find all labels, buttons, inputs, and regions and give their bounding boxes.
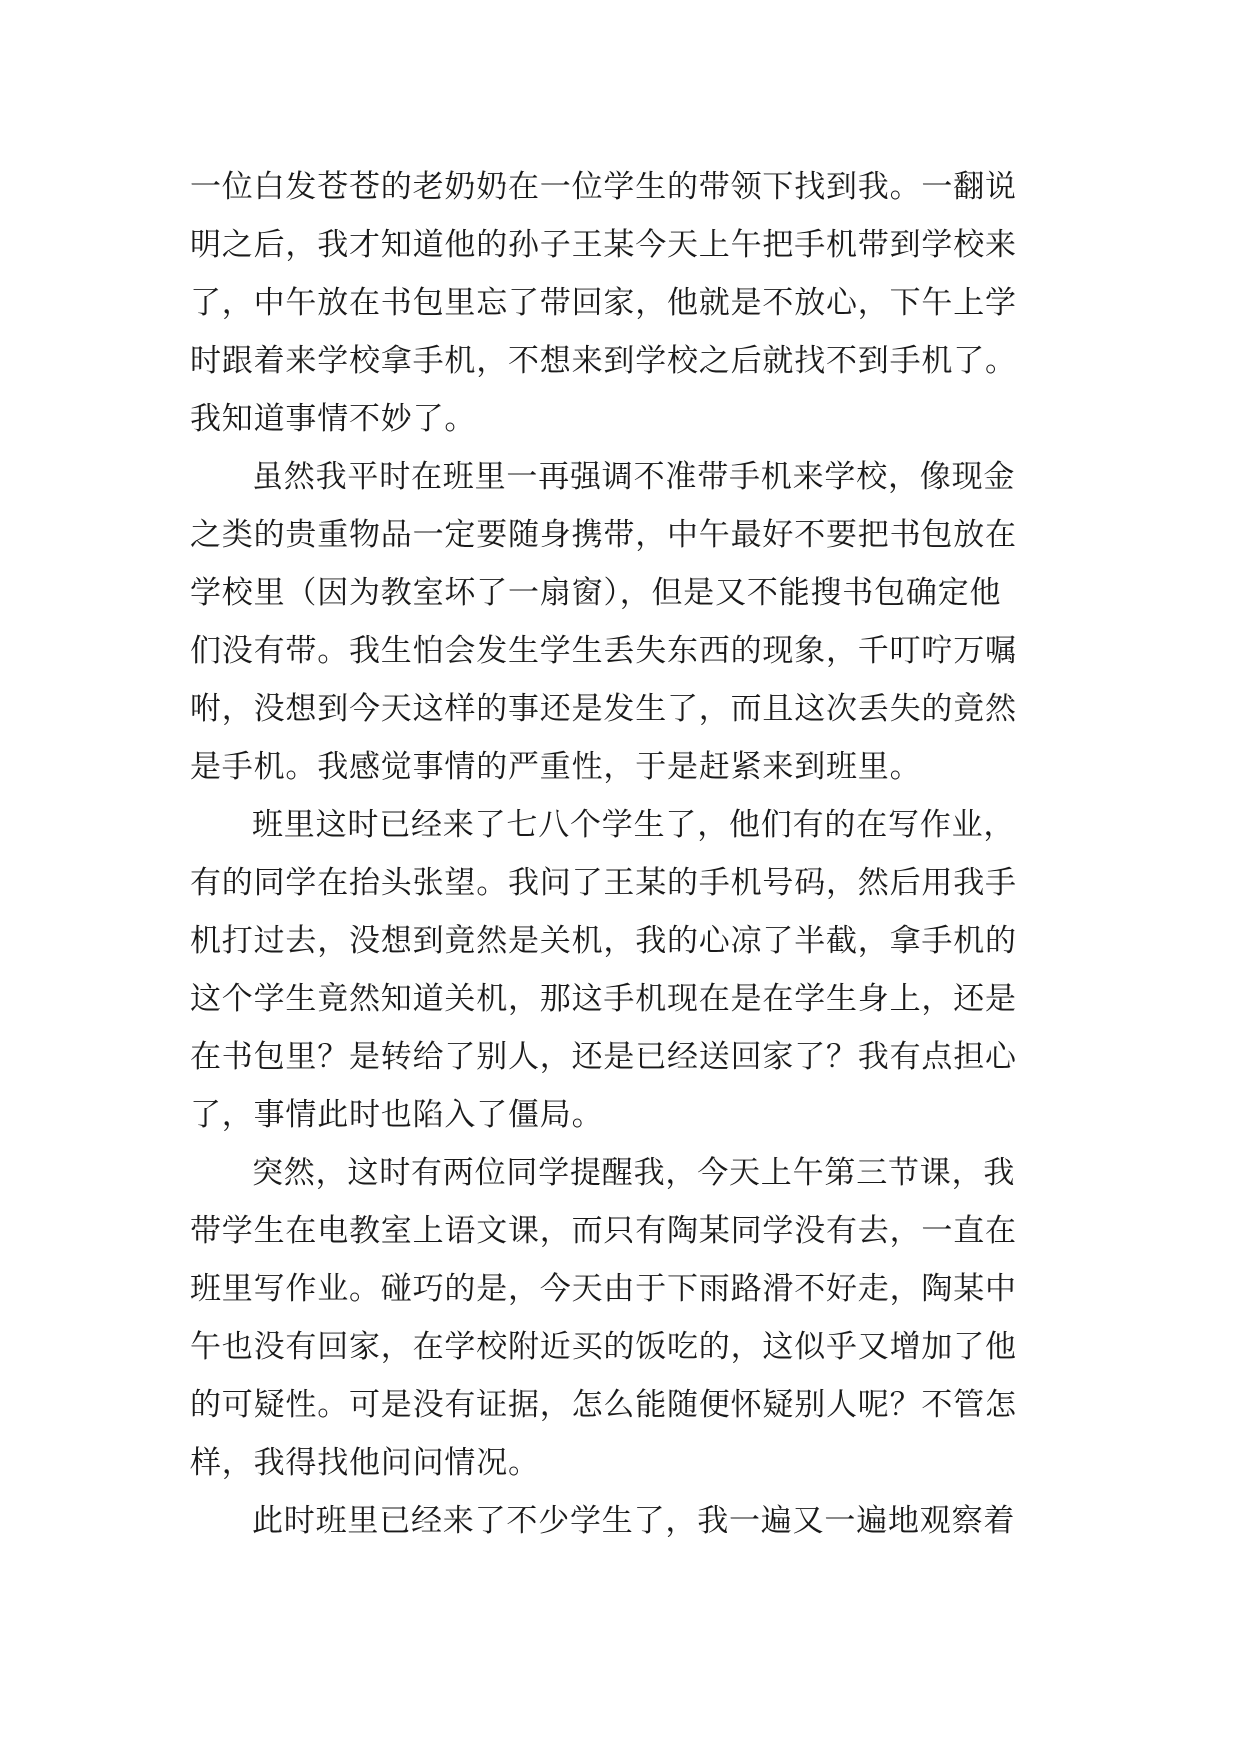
text-line: 了，事情此时也陷入了僵局。 [190, 1097, 604, 1133]
text-line: 这个学生竟然知道关机，那这手机现在是在学生身上，还是 [190, 981, 1017, 1017]
text-line: 咐，没想到今天这样的事还是发生了，而且这次丢失的竟然 [190, 691, 1017, 727]
text-line: 此时班里已经来了不少学生了，我一遍又一遍地观察着 [252, 1503, 1016, 1539]
text-line: 的可疑性。可是没有证据，怎么能随便怀疑别人呢？不管怎 [190, 1387, 1017, 1423]
document-body [190, 158, 1060, 1550]
text-line: 机打过去，没想到竟然是关机，我的心凉了半截，拿手机的 [190, 923, 1017, 959]
text-line: 午也没有回家，在学校附近买的饭吃的，这似乎又增加了他 [190, 1329, 1017, 1365]
text-line: 有的同学在抬头张望。我问了王某的手机号码，然后用我手 [190, 865, 1017, 901]
paragraph [190, 1492, 1060, 1550]
text-line: 班里这时已经来了七八个学生了，他们有的在写作业， [252, 807, 1016, 843]
text-line: 样，我得找他问问情况。 [190, 1445, 540, 1481]
text-line: 学校里（因为教室坏了一扇窗），但是又不能搜书包确定他 [190, 575, 1002, 611]
text-line: 班里写作业。碰巧的是，今天由于下雨路滑不好走，陶某中 [190, 1271, 1017, 1307]
text-line: 时跟着来学校拿手机，不想来到学校之后就找不到手机了。 [190, 343, 1017, 379]
text-line: 在书包里？是转给了别人，还是已经送回家了？我有点担心 [190, 1039, 1017, 1075]
text-line: 虽然我平时在班里一再强调不准带手机来学校，像现金 [252, 459, 1016, 495]
text-line: 我知道事情不妙了。 [190, 401, 477, 437]
text-line: 明之后，我才知道他的孙子王某今天上午把手机带到学校来 [190, 227, 1017, 263]
text-line: 一位白发苍苍的老奶奶在一位学生的带领下找到我。一翻说 [190, 169, 1017, 205]
text-line: 带学生在电教室上语文课，而只有陶某同学没有去，一直在 [190, 1213, 1017, 1249]
text-line: 之类的贵重物品一定要随身携带，中午最好不要把书包放在 [190, 517, 1017, 553]
paragraph [190, 1144, 1060, 1492]
paragraph [190, 158, 1060, 448]
paragraph [190, 796, 1060, 1144]
text-line: 了，中午放在书包里忘了带回家，他就是不放心，下午上学 [190, 285, 1017, 321]
text-line: 突然，这时有两位同学提醒我，今天上午第三节课，我 [252, 1155, 1016, 1191]
text-line: 是手机。我感觉事情的严重性，于是赶紧来到班里。 [190, 749, 922, 785]
text-line: 们没有带。我生怕会发生学生丢失东西的现象，千叮咛万嘱 [190, 633, 1017, 669]
paragraph [190, 448, 1060, 796]
